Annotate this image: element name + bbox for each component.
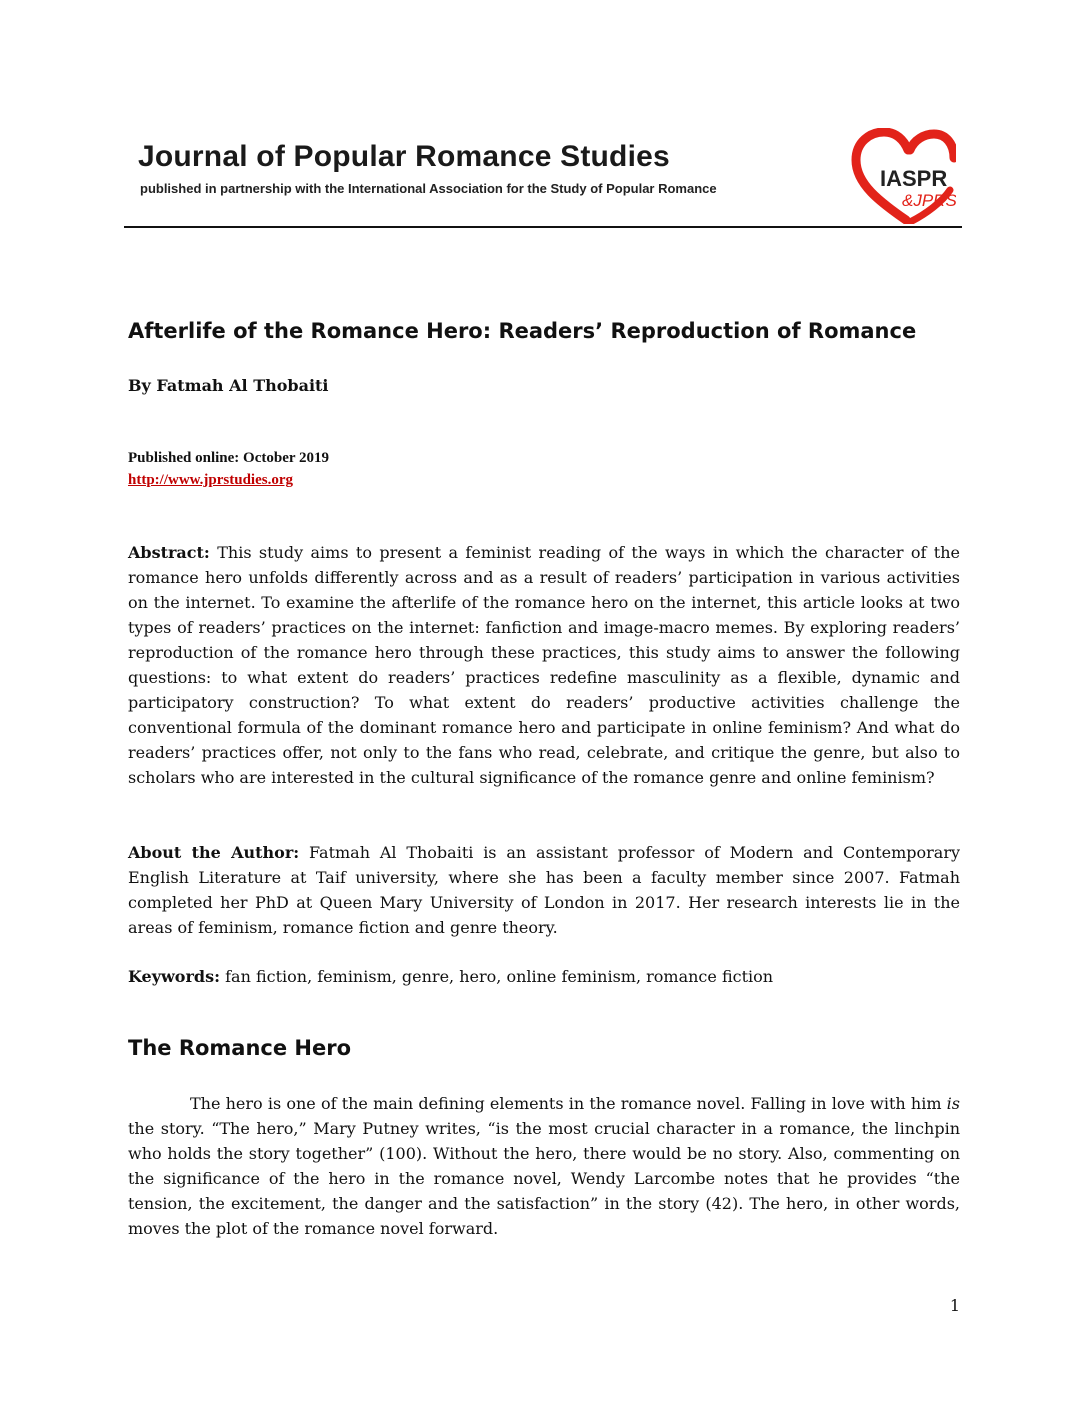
logo-text-jprs: &JPRS xyxy=(902,191,956,210)
about-author-label: About the Author: xyxy=(128,843,300,862)
keywords-paragraph xyxy=(128,964,960,989)
keywords-label: Keywords: xyxy=(128,967,221,986)
abstract-label: Abstract: xyxy=(128,543,210,562)
body-text-part2: the story. “The hero,” Mary Putney writes, “is the most crucial character in a romance, the linchpin who holds the story together” (100). Without the hero, there would be no story. Also, commenting on the significance of the hero in the romance novel, Wendy Larcombe notes that he provides “the tension, the excitement, the danger and the satisfaction” in the story (42). The hero, in other words, moves the plot of the romance novel forward. xyxy=(128,1119,960,1238)
author-byline: By Fatmah Al Thobaiti xyxy=(128,376,329,395)
body-paragraph xyxy=(128,1091,960,1241)
body-text-emphasis: is xyxy=(946,1094,960,1113)
about-author-text: Fatmah Al Thobaiti is an assistant professor of Modern and Contemporary English Literature at Taif university, where she has been a faculty member since 2007. Fatmah completed her PhD at Queen Mary University of London in 2017. Her research interests lie in the areas of feminism, romance fiction and genre theory. xyxy=(128,843,961,937)
journal-subtitle: published in partnership with the International Association for the Study of Popular Romance xyxy=(140,181,717,196)
journal-title: Journal of Popular Romance Studies xyxy=(138,140,670,173)
masthead-divider xyxy=(124,226,962,228)
abstract-text: This study aims to present a feminist reading of the ways in which the character of the romance hero unfolds differently across and as a result of readers’ participation in various activities on the internet. To examine the afterlife of the romance hero on the internet, this article looks at two types of readers’ practices on the internet: fanfiction and image-macro memes. By exploring readers’ reproduction of the romance hero through these practices, this study aims to answer the following questions: to what extent do readers’ practices redefine masculinity as a flexible, dynamic and participatory construction? To what extent do readers’ productive activities challenge the conventional formula of the dominant romance hero and participate in online feminism? And what do readers’ practices offer, not only to the fans who read, celebrate, and critique the genre, but also to scholars who are interested in the cultural significance of the romance genre and online feminism? xyxy=(128,543,960,787)
published-online-date: Published online: October 2019 xyxy=(128,450,329,466)
section-heading: The Romance Hero xyxy=(128,1036,352,1060)
logo-text-iaspr: IASPR xyxy=(880,166,948,191)
body-text-part1: The hero is one of the main defining elements in the romance novel. Falling in love with him xyxy=(190,1094,947,1113)
keywords-text: fan fiction, feminism, genre, hero, online feminism, romance fiction xyxy=(225,967,774,986)
journal-website-link[interactable]: http://www.jprstudies.org xyxy=(128,472,294,488)
about-author-paragraph xyxy=(128,840,960,940)
article-title: Afterlife of the Romance Hero: Readers’ Reproduction of Romance xyxy=(128,319,917,343)
abstract-paragraph xyxy=(128,540,960,790)
iaspr-heart-logo-icon xyxy=(850,128,956,224)
page-number: 1 xyxy=(949,1296,960,1315)
